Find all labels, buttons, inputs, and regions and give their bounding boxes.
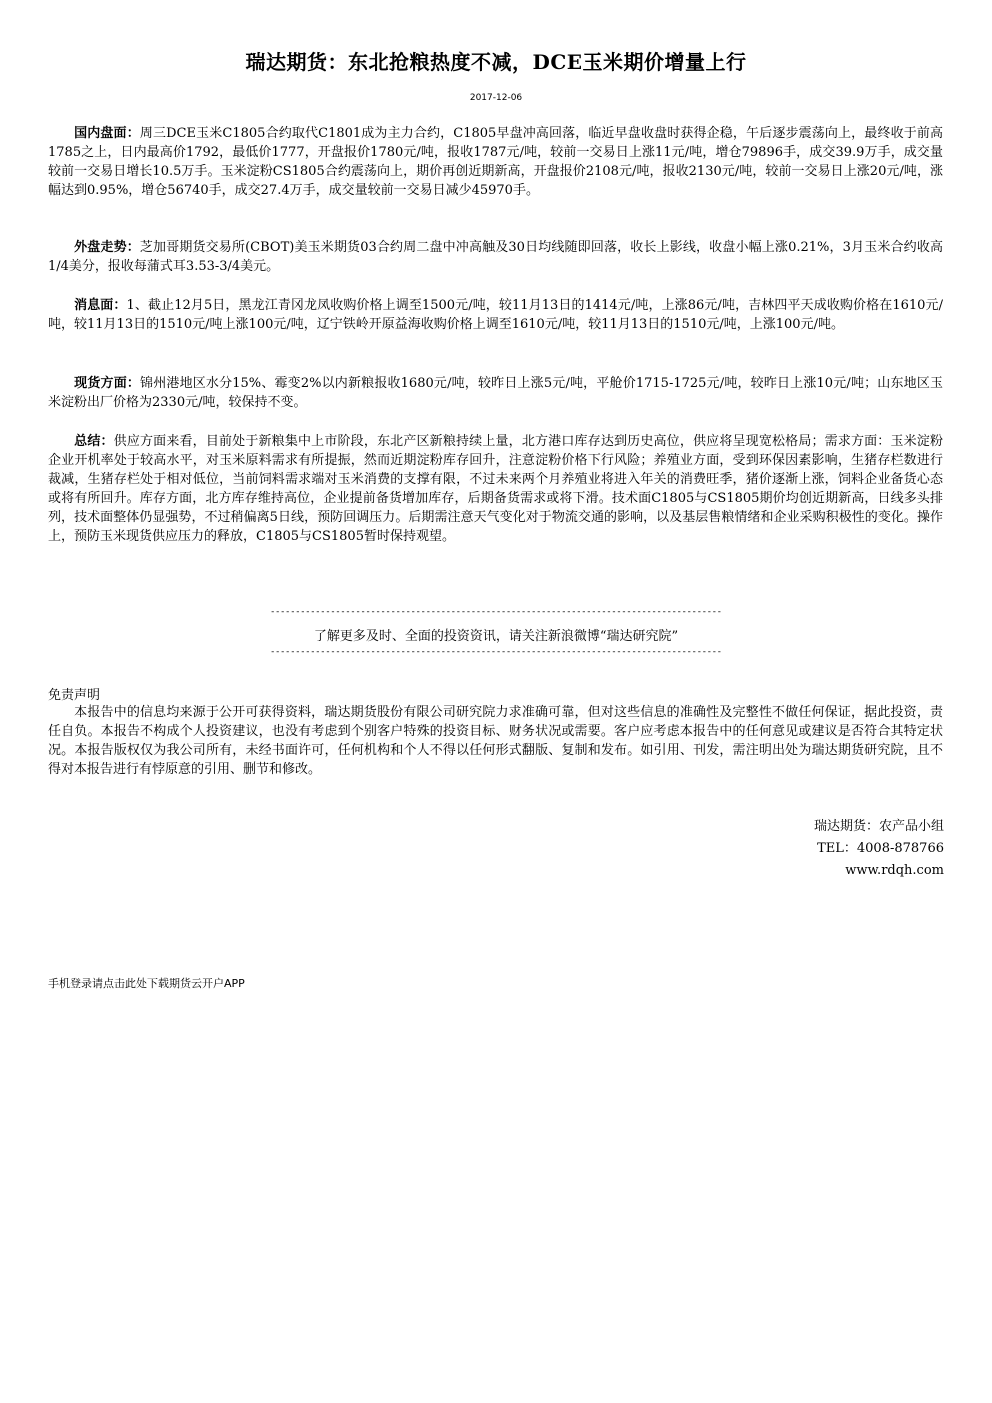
section-lead: 国内盘面： [74,126,140,141]
disclaimer-body: 本报告中的信息均来源于公开可获得资料，瑞达期货股份有限公司研究院力求准确可靠，但对这些信息的准确性及完整性不做任何保证，据此投资，责任自负。本报告不构成个人投资建议，也没有考虑到个别客户特殊的投资目标、财务状况或需要。客户应考虑本报告中的任何意见或建议是否符合其特定状况。本报告版权仅为我公司所有，未经书面许可，任何机构和个人不得以任何形式翻版、复制和发布。如引用、刊发，需注明出处为瑞达期货研究院，且不得对本报告进行有悖原意的引用、删节和修改。 [48,705,943,777]
section-lead: 外盘走势： [74,240,140,255]
section-text: 供应方面来看，目前处于新粮集中上市阶段，东北产区新粮持续上量，北方港口库存达到历史高位，供应将呈现宽松格局；需求方面：玉米淀粉企业开机率处于较高水平，对玉米原料需求有所提振，然而近期淀粉库存回升，注意淀粉价格下行风险；养殖业方面，受到环保因素影响，生猪存栏数进行裁减，生猪存栏处于相对低位，当前饲料需求端对玉米消费的支撑有限，不过未来两个月养殖业将进入年关的消费旺季，猪价逐渐上涨，饲料企业备货心态或将有所回升。库存方面，北方库存维持高位，企业提前备货增加库存，后期备货需求或将下滑。技术面C1805与CS1805期价均创近期新高，日线多头排列，技术面整体仍显强势，不过稍偏离5日线，预防回调压力。后期需注意天气变化对于物流交通的影响，以及基层售粮情绪和企业采购积极性的变化。操作上，预防玉米现货供应压力的释放，C1805与CS1805暂时保持观望。 [48,434,943,544]
download-app-link[interactable]: 手机登录请点击此处下载期货云开户APP [48,977,245,990]
section-lead: 总结： [74,434,114,449]
contact-tel: TEL：4008-878766 [817,841,944,856]
divider-top: ------------------------------------------------------------------------------------------ [270,607,722,617]
disclaimer-title: 免责声明 [48,688,101,703]
report-title: 瑞达期货：东北抢粮热度不减，DCE玉米期价增量上行 [245,50,747,74]
disclaimer-text [48,703,943,779]
section-lead: 消息面： [74,298,127,313]
section-news [48,296,943,334]
section-text: 锦州港地区水分15%、霉变2%以内新粮报收1680元/吨，较昨日上涨5元/吨，平舱价1715-1725元/吨，较昨日上涨10元/吨；山东地区玉米淀粉出厂价格为2330元/吨，较保持不变。 [48,376,943,410]
divider-bottom: ------------------------------------------------------------------------------------------ [270,647,722,657]
section-summary [48,432,943,546]
section-foreign-market [48,238,943,276]
follow-weibo-text: 了解更多及时、全面的投资资讯，请关注新浪微博“瑞达研究院” [313,629,679,644]
report-date: 2017-12-06 [469,93,523,103]
section-lead: 现货方面： [74,376,141,391]
section-text: 1、截止12月5日，黑龙江青冈龙凤收购价格上调至1500元/吨，较11月13日的1414元/吨，上涨86元/吨，吉林四平天成收购价格在1610元/吨，较11月13日的1510元/吨上涨100元/吨，辽宁铁岭开原益海收购价格上调至1610元/吨，较11月13日的1510元/吨，上涨100元/吨。 [48,298,943,332]
contact-website-link[interactable]: www.rdqh.com [845,863,944,878]
contact-group: 瑞达期货：农产品小组 [813,819,944,834]
section-text: 芝加哥期货交易所(CBOT)美玉米期货03合约周二盘中冲高触及30日均线随即回落，收长上影线，收盘小幅上涨0.21%，3月玉米合约收高1/4美分，报收每蒲式耳3.53-3/4美元。 [48,240,943,274]
section-domestic-market [48,124,943,200]
section-spot [48,374,943,412]
contact-block [814,816,944,882]
section-text: 周三DCE玉米C1805合约取代C1801成为主力合约，C1805早盘冲高回落，临近早盘收盘时获得企稳，午后逐步震荡向上，最终收于前高1785之上，日内最高价1792，最低价1777，开盘报价1780元/吨，报收1787元/吨，较前一交易日上涨11元/吨，增仓79896手，成交39.9万手，成交量较前一交易日增长10.5万手。玉米淀粉CS1805合约震荡向上，期价再创近期新高，开盘报价2108元/吨，报收2130元/吨，较前一交易日上涨20元/吨，涨幅达到0.95%，增仓56740手，成交27.4万手，成交量较前一交易日减少45970手。 [48,126,943,198]
